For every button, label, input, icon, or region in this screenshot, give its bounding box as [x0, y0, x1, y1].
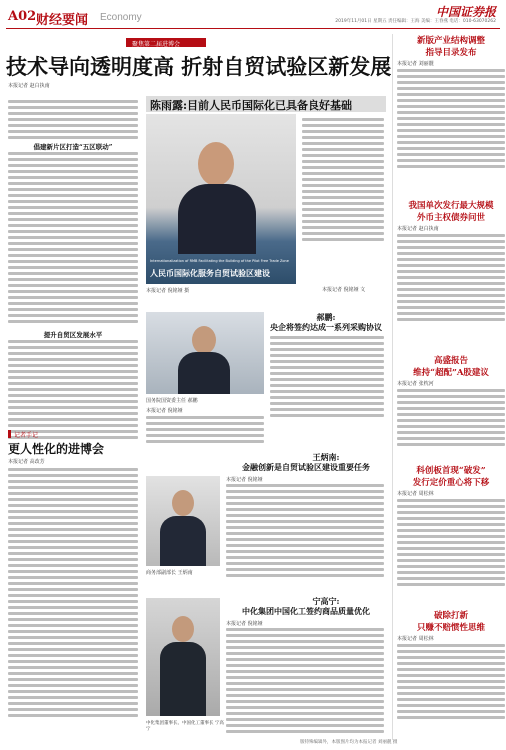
right-story-2 [397, 199, 505, 354]
right-story-4-body [397, 499, 505, 586]
right-story-5-body [397, 644, 505, 719]
speaker-body [178, 184, 256, 254]
mid-story-3 [146, 596, 386, 746]
right-story-1-body [397, 69, 505, 168]
photo-caption-zh: 人民币国际化服务自贸试验区建设 [150, 269, 270, 278]
story2-photo-body [160, 516, 206, 566]
lead-kicker: 聚焦第二届进博会 [132, 41, 181, 48]
lead-headline: 技术导向透明度高 折射自贸试验区新发展 [6, 54, 392, 79]
story1-title: 央企将签约达成一系列采购协议 [270, 322, 382, 332]
story1-photo-caption: 国务院国资委主任 郝鹏 [146, 398, 198, 404]
story2-title: 金融创新是自贸试验区建设重要任务 [242, 462, 370, 472]
right-story-1-reporter: 本报记者 刘丽靓 [397, 61, 434, 67]
left-lower-block [8, 430, 138, 730]
right-story-2-body [397, 234, 505, 321]
photo-credit: 本报记者 倪铭娅 摄 [146, 288, 190, 294]
story2-photo [146, 476, 220, 566]
right-story-4-title: 科创板首现“破发” 发行定价重心将下移 [412, 466, 490, 488]
notes-body [8, 468, 138, 720]
story1-body [270, 336, 384, 420]
right-story-1-title: 新版产业结构调整 指导目录发布 [416, 36, 485, 58]
right-story-3 [397, 354, 505, 464]
notes-title: 更人性化的进博会 [8, 442, 105, 456]
right-column [392, 34, 505, 740]
lead-body-col-1c [8, 340, 138, 442]
story3-photo-caption: 中化集团董事长、中国化工董事长 宁高宁 [146, 721, 224, 732]
footer-credit: 版特殊编辑外，本版图片均为本报记者 刘丽靓 摄 [300, 740, 398, 745]
mid-story-1 [146, 312, 386, 450]
right-story-4 [397, 464, 505, 609]
page-header [0, 0, 506, 32]
story3-reporter: 本报记者 倪铭娅 [226, 621, 263, 627]
right-story-5-reporter: 本报记者 周松林 [397, 636, 434, 642]
story1-body-b [146, 416, 264, 446]
story3-title-top: 宁高宁: [312, 596, 340, 606]
story2-body [226, 484, 384, 580]
story1-photo-body [178, 352, 230, 394]
right-story-1 [397, 34, 505, 199]
story2-photo-caption: 商务部副部长 王炳南 [146, 570, 193, 576]
right-story-5-title: 破除打新 只赚不赔惯性思维 [416, 611, 485, 633]
masthead: 中国证券报 [435, 5, 496, 19]
right-story-3-title: 高盛报告 维持“超配”A股建议 [413, 356, 489, 378]
photo-side-reporter: 本报记者 倪铭娅 文 [322, 287, 366, 293]
section-name-en: Economy [100, 12, 142, 23]
story3-photo [146, 598, 220, 716]
notes-kicker-bar [8, 430, 11, 438]
lead-body-col-1b [8, 152, 138, 326]
lead-subhead-1: 倡建新片区打造“五区联动” [33, 143, 113, 151]
story3-photo-body [160, 642, 206, 716]
right-story-2-reporter: 本报记者 赵白执南 [397, 226, 439, 232]
speaker-head [198, 142, 234, 186]
right-story-2-title: 我国单次发行最大规模 外币主权债券问世 [408, 201, 494, 223]
story3-body [226, 628, 384, 736]
story3-photo-head [172, 616, 194, 642]
right-story-4-reporter: 本报记者 周松林 [397, 491, 434, 497]
story2-reporter: 本报记者 倪铭娅 [226, 477, 263, 483]
story2-photo-head [172, 490, 194, 516]
story1-reporter: 本报记者 倪铭娅 [146, 408, 183, 414]
photo-caption-en: Internationalization of RMB Facilitating the Building of the Pilot Free Trade Zone [150, 259, 289, 263]
right-story-5 [397, 609, 505, 729]
story1-title-top: 郝鹏: [316, 312, 336, 322]
header-rule [6, 28, 500, 29]
lead-reporter: 本报记者 赵白执南 [8, 83, 50, 89]
right-story-3-reporter: 本报记者 张枕河 [397, 381, 434, 387]
story1-photo-head [192, 326, 216, 354]
notes-kicker: 记者手记 [14, 432, 39, 439]
mid-story-2 [146, 452, 386, 592]
main-photo-block [146, 96, 386, 306]
main-photo [146, 114, 296, 284]
notes-reporter: 本报记者 高改芳 [8, 459, 45, 465]
page-code: A02 [8, 9, 37, 24]
story3-title: 中化集团中国化工签约商品质量优化 [242, 606, 370, 616]
section-name: 财经要闻 [36, 13, 89, 28]
lead-body-col-1 [8, 100, 138, 142]
story2-title-top: 王炳南: [312, 452, 340, 462]
right-story-3-body [397, 389, 505, 446]
lead-subhead-2: 提升自贸区发展水平 [43, 331, 103, 339]
dateline: 2019年11月01日 星期五 责任编辑：王海 美编：王春燕 电话：010-63070262 [335, 19, 496, 24]
photo-side-text [302, 118, 384, 244]
photo-banner: 陈雨露:目前人民币国际化已具备良好基础 [150, 99, 353, 112]
story1-photo [146, 312, 264, 394]
